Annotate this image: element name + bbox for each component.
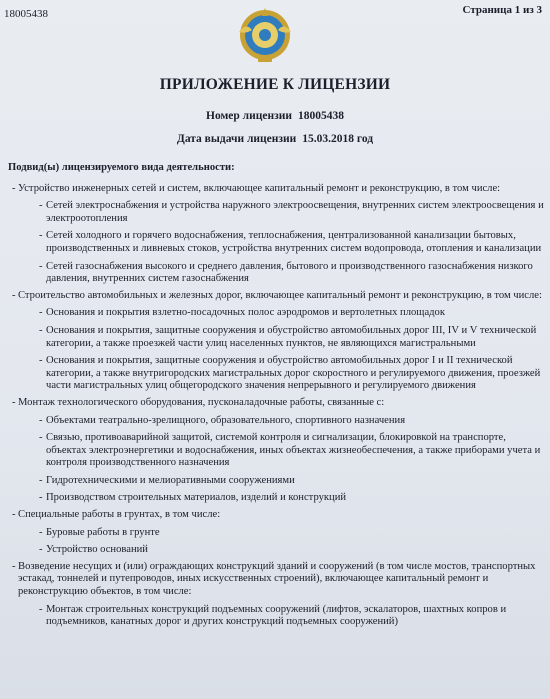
activity-item: - Возведение несущих и (или) ограждающих конструкций зданий и сооружений (в том числе мостов, транспортных эстакад, тоннелей и путепроводов, иных искусственных строений), включающее капитальный ремонт и реконструкцию объектов, в том числе:: [12, 560, 536, 598]
activity-subitem: - Сетей электроснабжения и устройства наружного электроосвещения, внутренних систем электроосвещения и электроотопления: [39, 200, 544, 224]
license-number-line: [0, 110, 550, 122]
activity-subitem: - Буровые работы в грунте: [39, 526, 160, 538]
activity-item: - Специальные работы в грунтах, в том числе:: [12, 509, 221, 521]
activity-subitem: - Гидротехническими и мелиоративными сооружениями: [39, 474, 295, 486]
license-number-value: 18005438: [298, 110, 344, 122]
activity-subitem: - Основания и покрытия взлетно-посадочных полос аэродромов и вертолетных площадок: [39, 307, 445, 319]
activity-subitem: - Сетей холодного и горячего водоснабжения, теплоснабжения, централизованной канализации бытовых, производственных и ливневых стоков, устройства внутренних систем водопровода, отопления и канализации: [39, 230, 542, 254]
activity-subitem: - Объектами театрально-зрелищного, образовательного, спортивного назначения: [39, 414, 406, 426]
activity-subitem: - Производством строительных материалов, изделий и конструкций: [39, 492, 347, 504]
page-indicator: Страница 1 из 3: [462, 4, 542, 16]
document-title: ПРИЛОЖЕНИЕ К ЛИЦЕНЗИИ: [159, 76, 391, 93]
state-emblem-icon: [236, 4, 294, 64]
license-number-label: Номер лицензии: [206, 110, 292, 122]
license-date-label: Дата выдачи лицензии: [176, 133, 297, 145]
section-heading: Подвид(ы) лицензируемого вида деятельности:: [8, 162, 235, 173]
activity-subitem: - Основания и покрытия, защитные сооружения и обустройство автомобильных дорог III, IV и V технической категории, а также проезжей части улиц населенных пунктов, не являющихся магистральными: [39, 324, 537, 349]
activity-item: - Монтаж технологического оборудования, пусконаладочные работы, связанные с:: [12, 396, 385, 408]
activity-subitem: - Монтаж строительных конструкций подъемных сооружений (лифтов, эскалаторов, шахтных копров и подъемников, канатных дорог и других конструкций подъемных сооружений): [39, 603, 507, 628]
activity-item: - Строительство автомобильных и железных дорог, включающее капитальный ремонт и реконструкцию, в том числе:: [12, 289, 542, 301]
activity-subitem: - Устройство оснований: [39, 544, 148, 556]
activity-subitem: - Сетей газоснабжения высокого и среднего давления, бытового и производственного газоснабжения низкого давления, внутренних систем газоснабжения: [39, 260, 533, 285]
activity-item: - Устройство инженерных сетей и систем, включающее капитальный ремонт и реконструкцию, в том числе:: [12, 182, 501, 194]
activity-list: [8, 162, 544, 631]
activity-subitem: - Связью, противоаварийной защитой, системой контроля и сигнализации, блокировкой на транспорте, объектах электроэнергетики и водоснабжения, иных объектах жизнеобеспечения, а также приборами учета и контроля производственного назначения: [39, 432, 541, 469]
license-date-line: [0, 133, 550, 145]
license-date-value: 15.03.2018 год: [302, 133, 374, 145]
activity-subitem: - Основания и покрытия, защитные сооружения и обустройство автомобильных дорог I и II технической категории, а также внутригородских магистральных дорог скоростного и регулируемого движения, проезжей части магистральных улиц общегородского значения непрерывного и регулируемого движения: [39, 355, 541, 392]
document-number: 18005438: [4, 8, 48, 20]
